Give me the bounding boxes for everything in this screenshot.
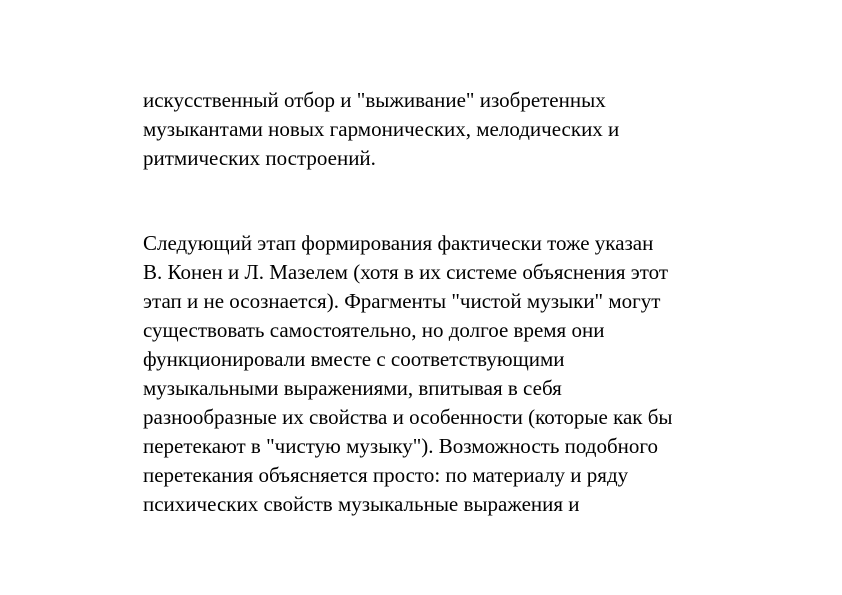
paragraph-1 xyxy=(143,86,763,173)
paragraph-2 xyxy=(143,229,763,519)
text-line: Следующий этап формирования фактически тоже указан xyxy=(143,231,654,255)
text-line: ритмических построений. xyxy=(143,146,376,170)
text-line: музыкантами новых гармонических, мелодических и xyxy=(143,117,620,141)
text-line: функционировали вместе с соответствующими xyxy=(143,347,565,371)
text-line: разнообразные их свойства и особенности (которые как бы xyxy=(143,405,673,429)
text-line: существовать самостоятельно, но долгое время они xyxy=(143,318,605,342)
text-line: перетекания объясняется просто: по материалу и ряду xyxy=(143,463,629,487)
text-line: перетекают в "чистую музыку"). Возможность подобного xyxy=(143,434,658,458)
text-line: В. Конен и Л. Мазелем (хотя в их системе объяснения этот xyxy=(143,260,669,284)
text-line: этап и не осознается). Фрагменты "чистой музыки" могут xyxy=(143,289,661,313)
text-line: искусственный отбор и "выживание" изобретенных xyxy=(143,88,606,112)
text-line: психических свойств музыкальные выражения и xyxy=(143,492,580,516)
text-line: музыкальными выражениями, впитывая в себя xyxy=(143,376,562,400)
